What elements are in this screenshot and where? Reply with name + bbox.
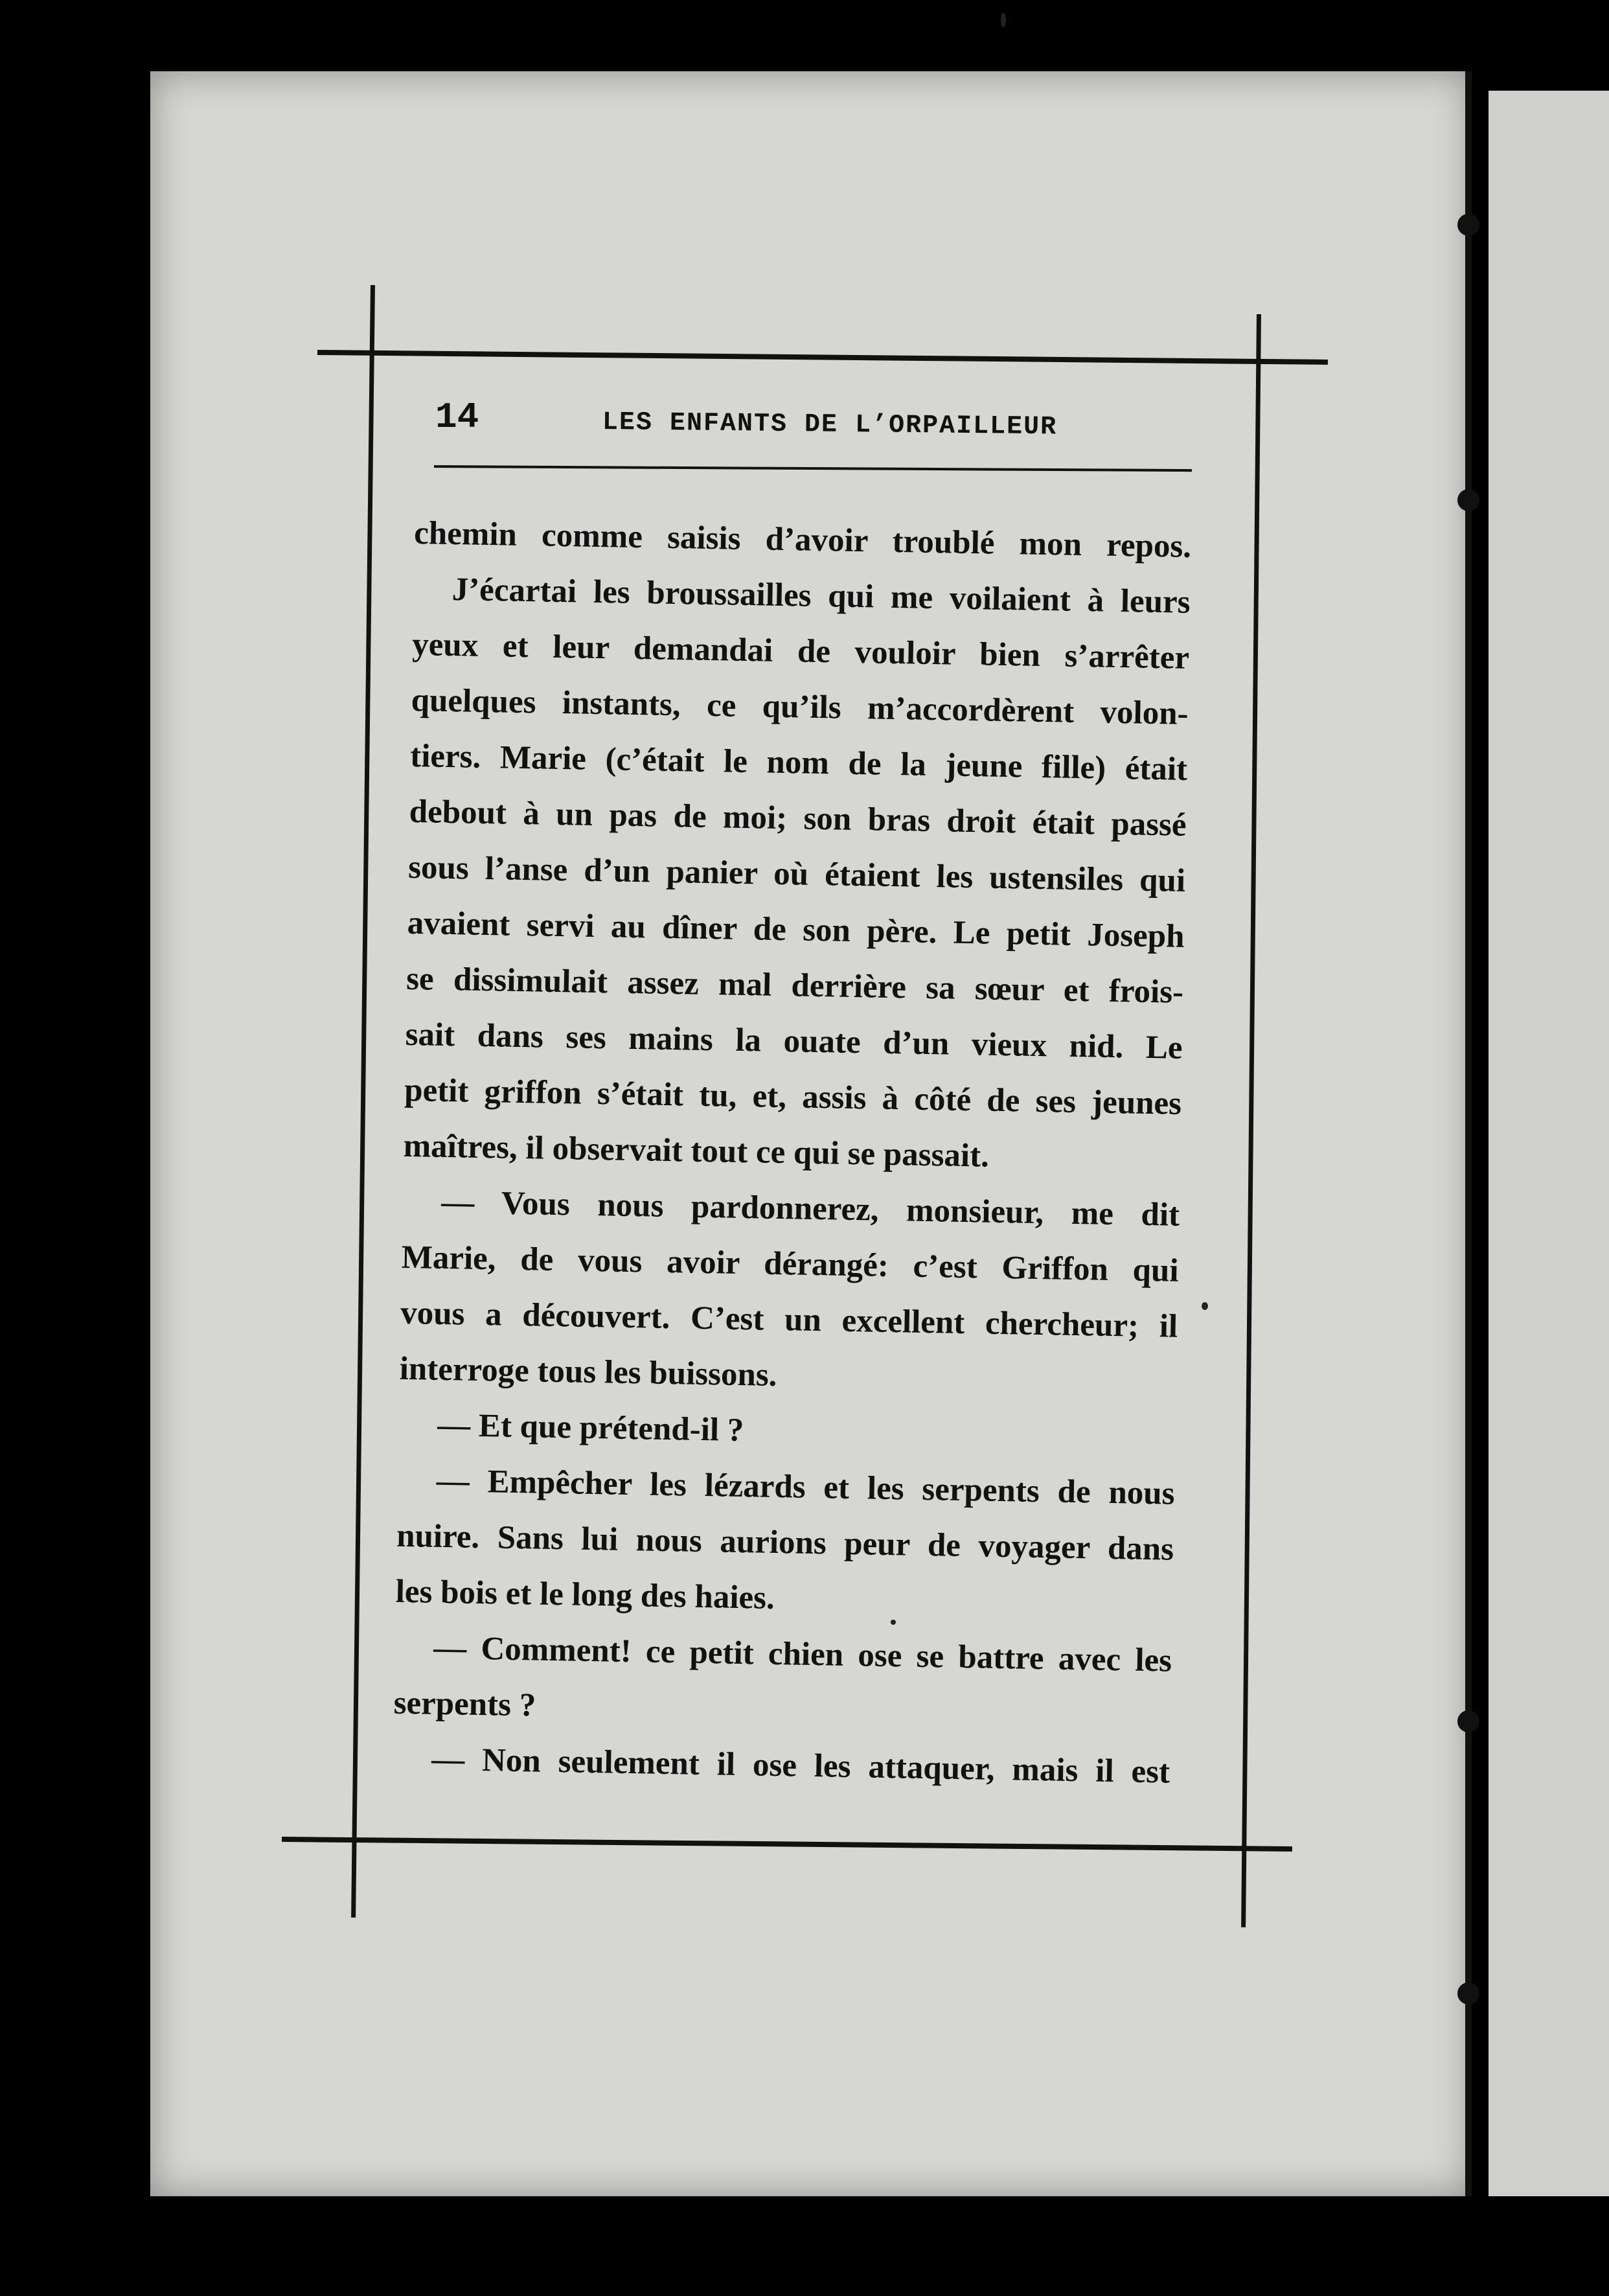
text-line: petit griffon s’était tu, et, assis à côté de ses jeunes	[404, 1072, 1182, 1122]
binding-stitch	[1457, 214, 1479, 236]
scan-speck	[891, 1620, 896, 1625]
scan-speck	[1001, 13, 1006, 27]
text-line: yeux et leur demandai de vouloir bien s’arrêter	[411, 626, 1190, 676]
page-number: 14	[435, 396, 479, 438]
facing-page-edge	[1489, 91, 1609, 2196]
text-line: debout à un pas de moi; son bras droit était passé	[409, 793, 1187, 844]
binding-stitch	[1457, 489, 1479, 511]
text-line: interroge tous les buissons.	[399, 1350, 777, 1394]
body-text	[392, 505, 1191, 1800]
scan-border	[0, 0, 149, 2296]
text-line: les bois et le long des haies.	[395, 1573, 775, 1616]
text-line: — Vous nous pardonnerez, monsieur, me dit	[440, 1184, 1180, 1234]
text-line: vous a découvert. C’est un excellent chercheur; il	[400, 1294, 1178, 1345]
text-line: nuire. Sans lui nous aurions peur de voyager dans	[396, 1517, 1174, 1568]
text-line: tiers. Marie (c’était le nom de la jeune fille) était	[409, 737, 1188, 788]
text-line: quelques instants, ce qu’ils m’accordèrent volon-	[411, 682, 1189, 732]
text-line: — Non seulement il ose les attaquer, mais il est	[431, 1741, 1170, 1791]
text-line: sait dans ses mains la ouate d’un vieux nid. Le	[405, 1016, 1183, 1066]
running-head: LES ENFANTS DE L’ORPAILLEUR	[602, 408, 1058, 442]
text-line: serpents ?	[393, 1684, 536, 1724]
text-line: Marie, de vous avoir dérangé: c’est Griffon qui	[401, 1239, 1180, 1289]
text-line: chemin comme saisis d’avoir troublé mon repos.	[413, 514, 1192, 565]
text-line: maîtres, il observait tout ce qui se passait.	[403, 1127, 990, 1175]
binding-stitch	[1457, 1710, 1479, 1732]
binding-stitch	[1457, 1982, 1479, 2004]
text-line: — Et que prétend-il ?	[437, 1406, 744, 1449]
text-line: — Empêcher les lézards et les serpents de nous	[436, 1462, 1176, 1512]
text-line: avaient servi au dîner de son père. Le petit Joseph	[407, 904, 1185, 955]
page-gutter	[1465, 71, 1472, 2196]
text-line: se dissimulait assez mal derrière sa sœur et frois-	[405, 960, 1184, 1011]
text-line: sous l’anse d’un panier où étaient les ustensiles qui	[407, 849, 1186, 899]
scan-speck	[1202, 1302, 1208, 1310]
text-line: — Comment! ce petit chien ose se battre avec les	[433, 1629, 1172, 1679]
text-line: J’écartai les broussailles qui me voilaient à leurs	[451, 571, 1191, 621]
